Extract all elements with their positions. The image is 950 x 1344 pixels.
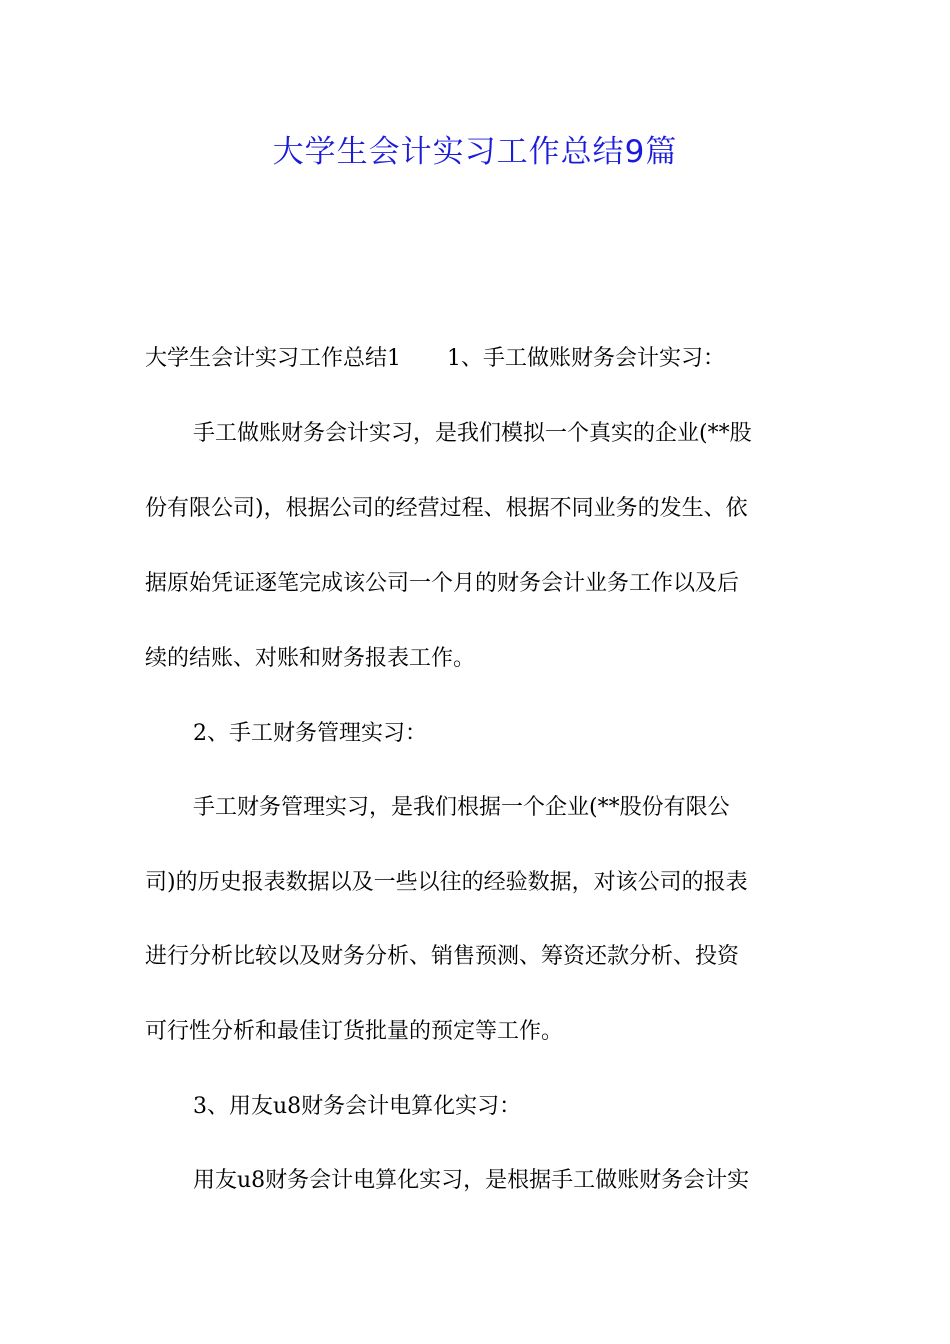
paragraph-line: 司)的历史报表数据以及一些以往的经验数据，对该公司的报表 [145,870,748,895]
item-heading-1: 1、手工做账财务会计实习： [447,346,725,371]
paragraph-line: 手工做账财务会计实习，是我们模拟一个真实的企业(**股 [193,421,752,446]
paragraph-line: 份有限公司)，根据公司的经营过程、根据不同业务的发生、依 [145,496,748,521]
paragraph-line: 用友u8财务会计电算化实习，是根据手工做账财务会计实 [193,1168,750,1193]
item-heading-3: 3、用友u8财务会计电算化实习： [193,1094,522,1119]
section-heading-line [145,341,815,377]
paragraph-line: 手工财务管理实习，是我们根据一个企业(**股份有限公 [193,795,730,820]
document-title: 大学生会计实习工作总结9篇 [272,134,678,170]
paragraph-line: 据原始凭证逐笔完成该公司一个月的财务会计业务工作以及后 [145,571,740,596]
paragraph-line: 进行分析比较以及财务分析、销售预测、筹资还款分析、投资 [145,944,740,969]
paragraph-line: 可行性分析和最佳订货批量的预定等工作。 [145,1019,564,1044]
item-heading-2: 2、手工财务管理实习： [193,721,427,746]
paragraph-line: 续的结账、对账和财务报表工作。 [145,646,476,671]
section-heading: 大学生会计实习工作总结1 [145,346,401,371]
